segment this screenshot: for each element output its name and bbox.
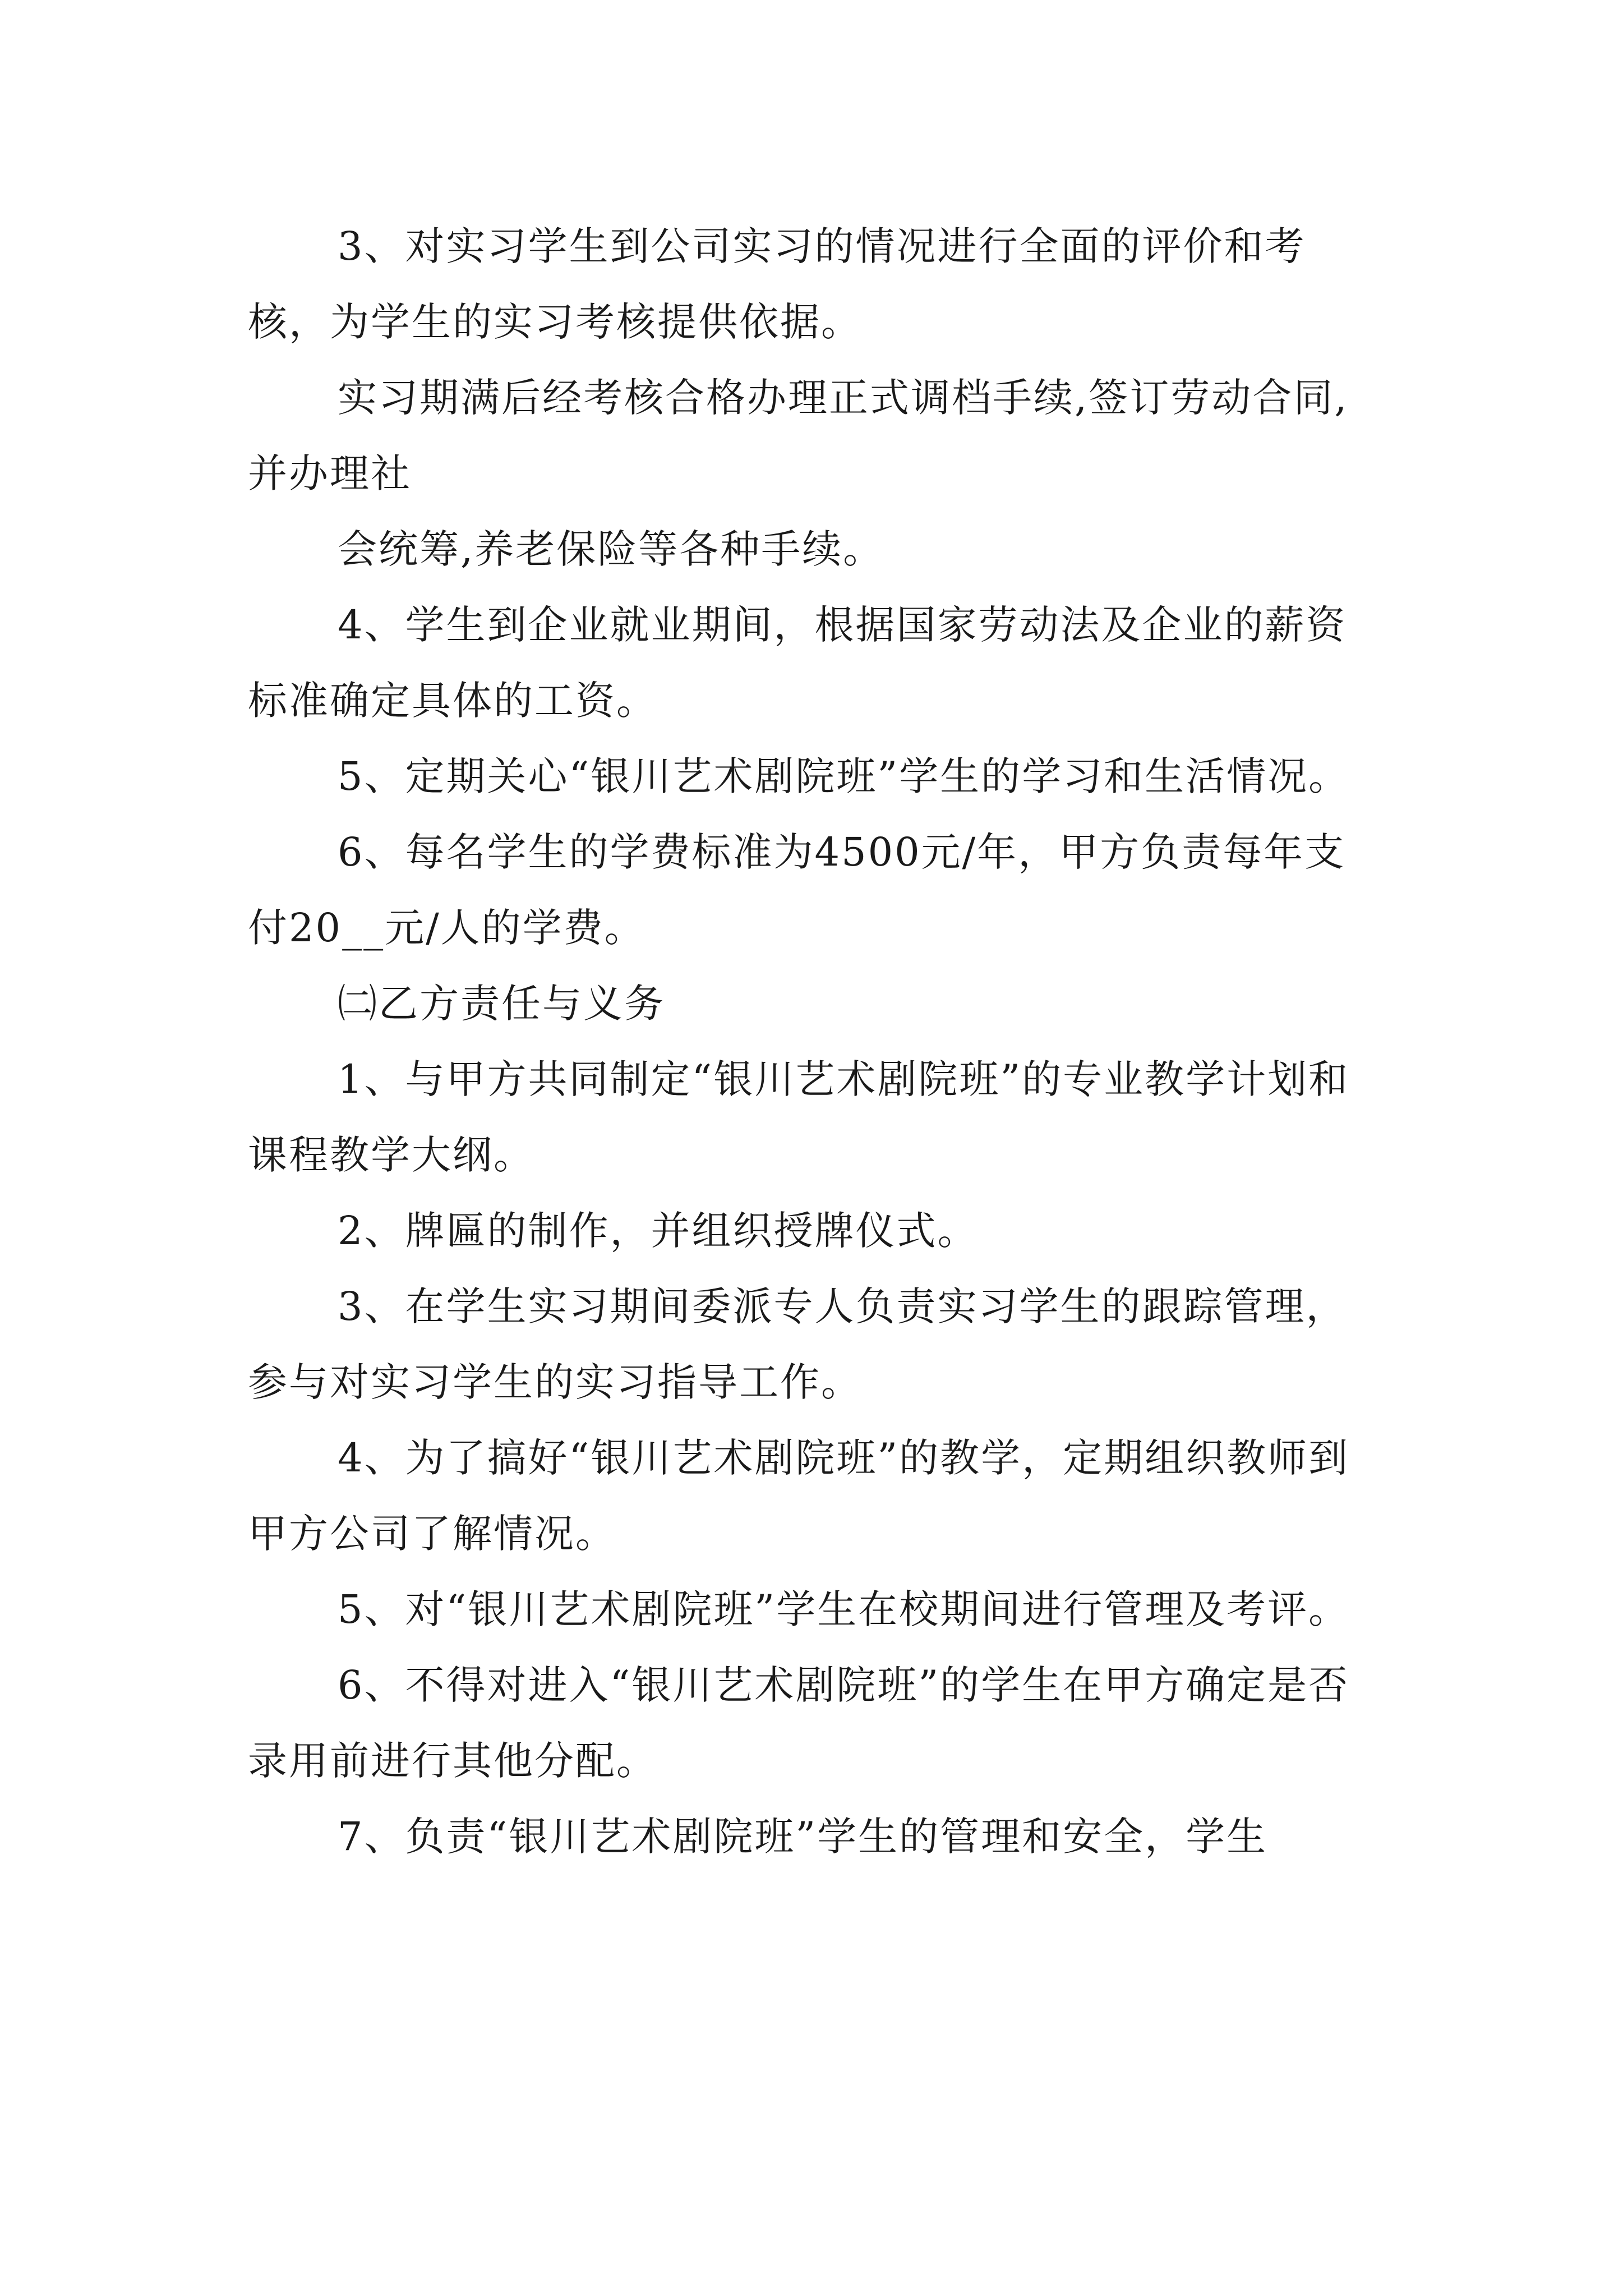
- section-heading-party-b: ㈡乙方责任与义务: [338, 981, 665, 1027]
- paragraph-probation: 实习期满后经考核合格办理正式调档手续,签订劳动合同,并办理社: [248, 375, 1349, 496]
- document-body: [248, 209, 1386, 1875]
- paragraph-item-5: 5、定期关心“银川艺术剧院班”学生的学习和生活情况。: [338, 753, 1350, 799]
- paragraph-b-item-7: 7、负责“银川艺术剧院班”学生的管理和安全，学生: [338, 1814, 1268, 1860]
- paragraph-item-4: 4、学生到企业就业期间，根据国家劳动法及企业的薪资标准确定具体的工资。: [248, 602, 1347, 724]
- paragraph-b-item-5: 5、对“银川艺术剧院班”学生在校期间进行管理及考评。: [338, 1586, 1350, 1632]
- paragraph-b-item-6: 6、不得对进入“银川艺术剧院班”的学生在甲方确定是否录用前进行其他分配。: [248, 1662, 1350, 1784]
- paragraph-b-item-1: 1、与甲方共同制定“银川艺术剧院班”的专业教学计划和课程教学大纲。: [248, 1056, 1350, 1178]
- paragraph-b-item-3: 3、在学生实习期间委派专人负责实习学生的跟踪管理，参与对实习学生的实习指导工作。: [248, 1283, 1347, 1405]
- paragraph-item-3: 3、对实习学生到公司实习的情况进行全面的评价和考核，为学生的实习考核提供依据。: [248, 223, 1306, 345]
- paragraph-item-6: 6、每名学生的学费标准为4500元/年，甲方负责每年支付20__元/人的学费。: [248, 829, 1346, 951]
- paragraph-probation-cont: 会统筹,养老保险等各种手续。: [338, 526, 884, 572]
- paragraph-b-item-4: 4、为了搞好“银川艺术剧院班”的教学，定期组织教师到甲方公司了解情况。: [248, 1435, 1350, 1557]
- paragraph-b-item-2: 2、牌匾的制作，并组织授牌仪式。: [338, 1208, 979, 1254]
